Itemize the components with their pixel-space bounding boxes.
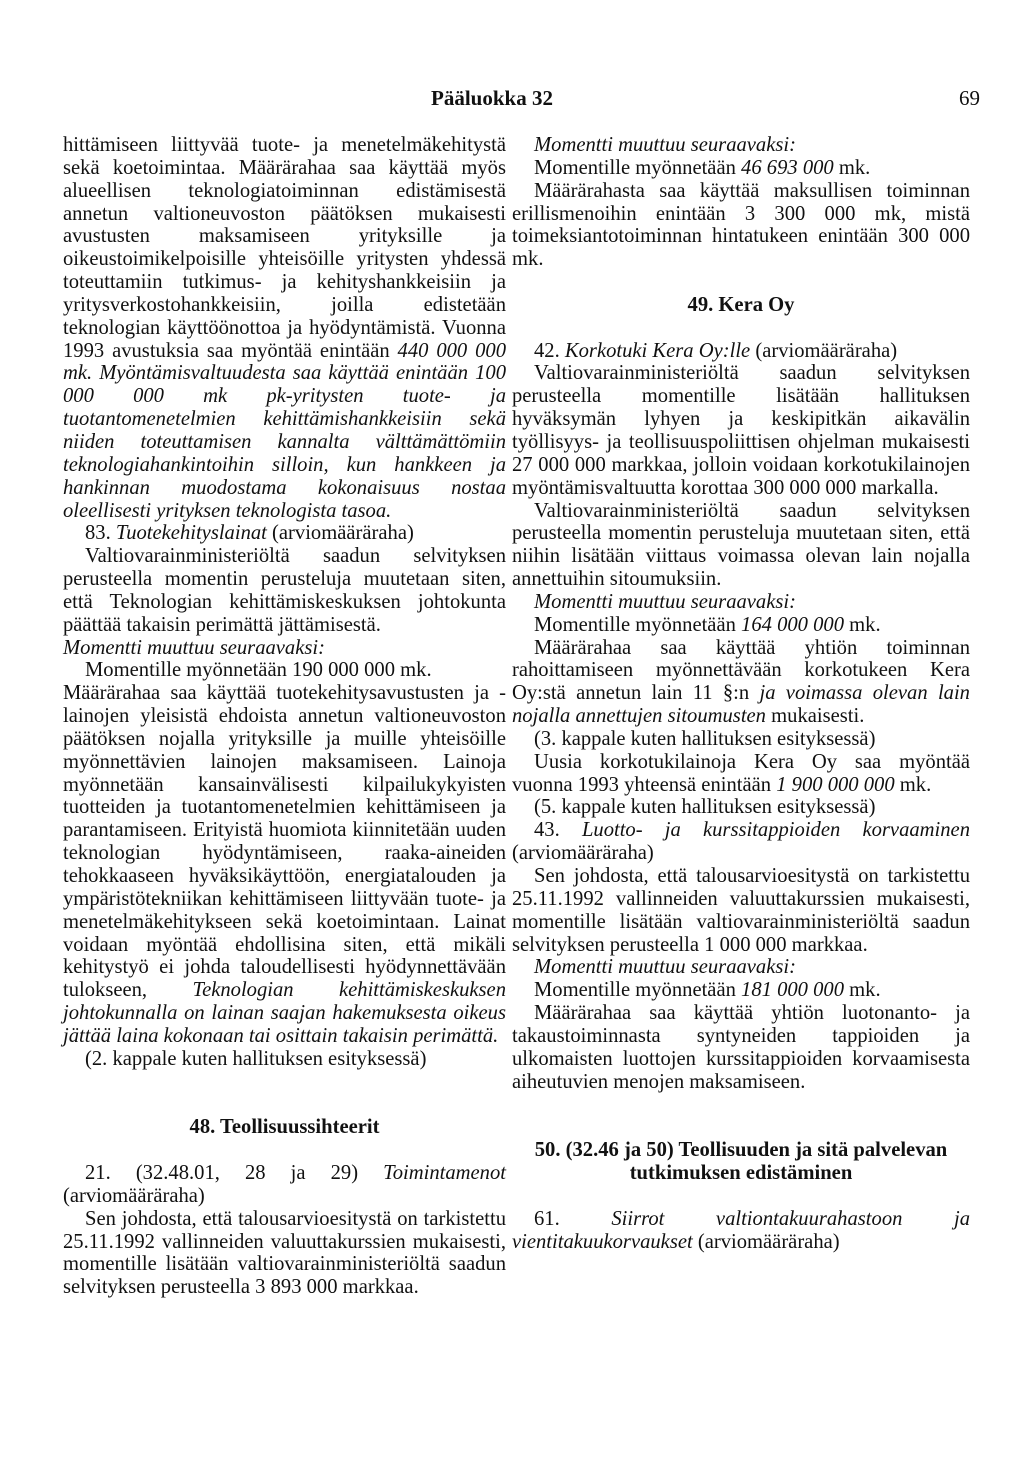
left-column [63,134,506,1299]
paragraph: Määrärahaa saa käyttää yhtiön toiminnan rahoittamiseen myönnettävään korkotukeen Kera Oy:stä annetun lain 11 §:n ja voimassa olevan lain nojalla annettujen sitoumusten mukaisesti. [512,636,970,728]
item-61: 61. Siirrot valtiontakuurahastoon ja vientitakuukorvaukset (arviomääräraha) [512,1207,971,1253]
item-42: 42. Korkotuki Kera Oy:lle (arviomääräraha) [534,339,898,362]
appropriation-line: Momentille myönnetään 181 000 000 mk. [534,979,881,1002]
paragraph: Määrärahaa saa käyttää tuotekehitysavustusten ja -lainojen yleisistä ehdoista annetun valtioneuvoston päätöksen nojalla yrityksille ja muille yhteisöille myönnettävien lainojen maksamiseen. Lainoja myönnetään kansainvälisesti kilpailukykyisten tuotteiden ja tuotantomenetelmien kehittämiseen ja parantamiseen. Erityistä huomiota kiinnitetään uuden teknologian hyödyntämiseen, raaka-aineiden tehokkaaseen hyväksikäyttöön, energiatalouden ja ympäristötekniikan kehittämiseen liittyvään tuote- ja menetelmäkehitykseen sekä koetoimintaan. Lainat voidaan myöntää ehdollisina siten, että mikäli kehitystyö ei johda taloudellisesti hyödynnettävään tulokseen, Teknologian kehittämiskeskuksen johtokunnalla on lainan saajan hakemuksesta oikeus jättää laina kokonaan tai osittain takaisin perimättä. [63,682,506,1047]
right-column [512,134,970,1253]
paragraph: Määrärahasta saa käyttää maksullisen toiminnan erillismenoihin enintään 3 300 000 mk, mistä toimeksiantotoiminnan hintatukeen enintään 300 000 mk. [512,179,970,271]
paragraph: Uusia korkotukilainoja Kera Oy saa myöntää vuonna 1993 yhteensä enintään 1 900 000 000 mk. [512,750,970,796]
paragraph: hittämiseen liittyvää tuote- ja menetelmäkehitystä sekä koetoimintaa. Määrärahaa saa käyttää myös alueellisen teknologiatoiminnan edistämisestä annetun valtioneuvoston päätöksen mukaisesti avustusten maksamiseen yrityksille ja oikeustoimikelpoisille yhteisöille yritysten yhdessä toteuttamiin tutkimus- ja kehityshankkeisiin ja yritysverkostohankkeisiin, joilla edistetään teknologian käyttöönottoa ja hyödyntämistä. Vuonna 1993 avustuksia saa myöntää enintään 440 000 000 mk. Myöntämisvaltuudesta saa käyttää enintään 100 000 000 mk pk-yritysten tuote- ja tuotantomenetelmien kehittämishankkeisiin sekä niiden toteuttamisen kannalta välttämättömiin teknologiahankintoihin silloin, kun hankkeen ja hankinnan muodostama kokonaisuus nostaa oleellisesti yrityksen teknologista tasoa. [63,134,506,522]
running-header-title: Pääluokka 32 [431,86,553,110]
appropriation-line: Momentille myönnetään 46 693 000 mk. [534,156,871,179]
item-43: 43. Luotto- ja kurssitappioiden korvaaminen (arviomääräraha) [512,819,970,865]
section-heading-50: 50. (32.46 ja 50) Teollisuuden ja sitä palvelevan tutkimuksen edistäminen [534,1139,948,1184]
paragraph-note: (3. kappale kuten hallituksen esityksessä) [534,727,876,750]
item-83: 83. Tuotekehityslainat (arviomääräraha) [85,522,414,545]
paragraph: Sen johdosta, että talousarvioesitystä on tarkistettu 25.11.1992 vallinneiden valuuttakurssien mukaisesti, momentille lisätään valtiovarainministeriöltä saadun selvityksen perusteella 3 893 000 markkaa. [63,1207,506,1299]
appropriation-line: Momentille myönnetään 164 000 000 mk. [534,613,881,636]
paragraph: Määrärahaa saa käyttää yhtiön luotonanto- ja takaustoiminnasta syntyneiden tappioiden ja ulkomaisten luottojen kurssitappioiden korvaamisesta aiheutuvien menojen maksamiseen. [512,1002,970,1093]
section-heading-49: 49. Kera Oy [687,293,795,316]
moment-change-label: Momentti muuttuu seuraavaksi: [534,590,796,613]
moment-change-label: Momentti muuttuu seuraavaksi: [63,636,325,659]
paragraph: Valtiovarainministeriöltä saadun selvityksen perusteella momentille lisätään hallituksen hyväksymän lyhyen ja keskipitkän aikavälin työllisyys- ja teollisuuspoliittisen ohjelman mukaisesti 27 000 000 markkaa, jolloin voidaan korkotukilainojen myöntämisvaltuutta korottaa 300 000 000 markalla. [512,362,970,499]
paragraph: Valtiovarainministeriöltä saadun selvityksen perusteella momentin perusteluja muutetaan siten, että Teknologian kehittämiskeskuksen johtokunta päättää takaisin perimättä jättämisestä. [63,545,506,636]
moment-change-label: Momentti muuttuu seuraavaksi: [534,956,796,979]
paragraph: Sen johdosta, että talousarvioesitystä on tarkistettu 25.11.1992 vallinneiden valuuttakurssien mukaisesti, momentille lisätään valtiovarainministeriöltä saadun selvityksen perusteella 1 000 000 markkaa. [512,865,970,956]
paragraph-note: (5. kappale kuten hallituksen esityksessä) [534,796,876,819]
page-number: 69 [959,86,980,110]
section-heading-48: 48. Teollisuussihteerit [189,1116,380,1139]
item-21: 21. (32.48.01, 28 ja 29) Toimintamenot (arviomääräraha) [63,1161,506,1207]
paragraph-note: (2. kappale kuten hallituksen esityksessä) [85,1047,427,1070]
appropriation-line: Momentille myönnetään 190 000 000 mk. [85,659,432,682]
paragraph: Valtiovarainministeriöltä saadun selvityksen perusteella momentin perusteluja muutetaan siten, että niihin lisätään viittaus voimassa olevan lain nojalla annettuihin sitoumuksiin. [512,499,970,591]
moment-change-label: Momentti muuttuu seuraavaksi: [534,134,796,156]
